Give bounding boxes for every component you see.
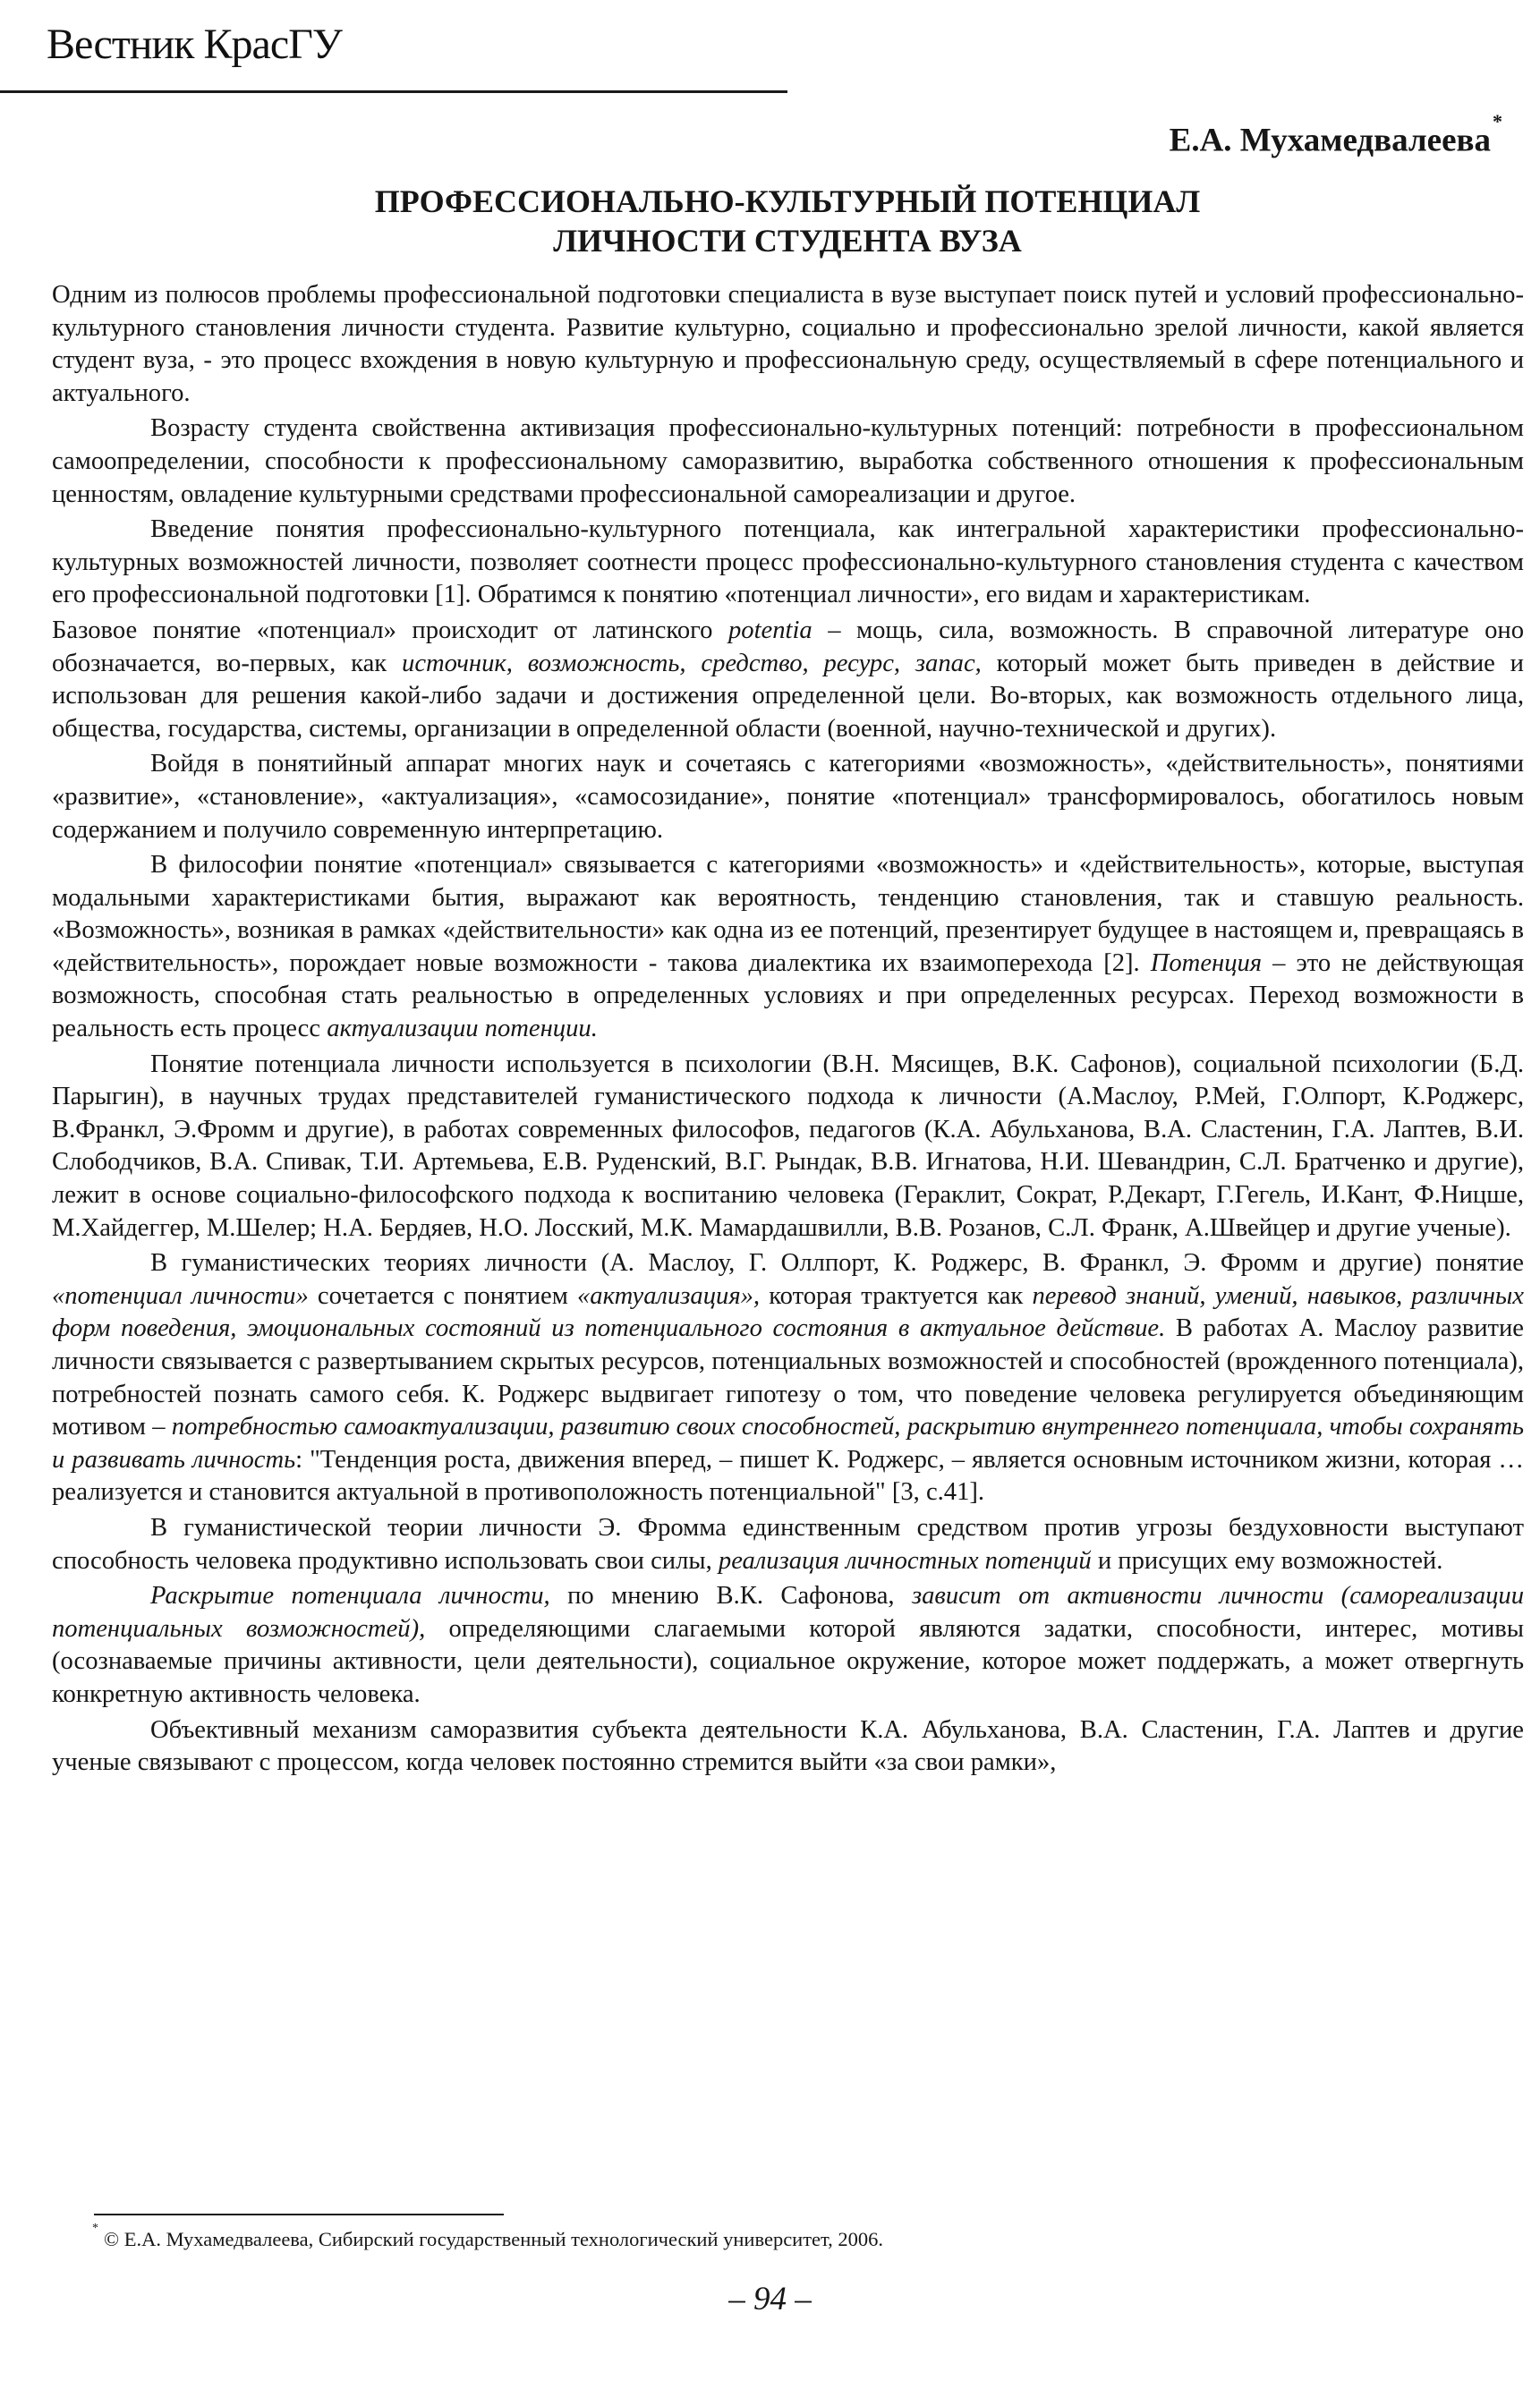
article-title-line-2: ЛИЧНОСТИ СТУДЕНТА ВУЗА <box>553 223 1022 259</box>
paragraph-4-text-c: – мощь, сила, возможность. В справочной литературе оно обозначается, во-первых, как <box>52 616 1524 677</box>
paragraph-10-italic-c: зависит от активности личности (самореализации потенциальных возможностей), <box>52 1582 1525 1643</box>
paragraph-6-text-c: – это не действующая возможность, способная стать реальностью в определенных условиях и при определенных ресурсах. Переход возможности в реальность есть процесс <box>52 948 1525 1043</box>
paragraph-5: Войдя в понятийный аппарат многих наук и сочетаясь с категориями «возможность», «действительность», понятиями «развитие», «становление», «актуализация», «самосозидание», понятие «потенциал» трансформировалось, обогатилось новым содержанием и получило современную интерпретацию. <box>52 750 1524 844</box>
paragraph-6-italic-phrase: актуализации потенции. <box>327 1015 598 1043</box>
paragraph-4-text-a: Базовое понятие «потенциал» происходит от латинского <box>52 616 728 644</box>
paragraph-8-italic-h: потребностью самоактуализации, развитию своих способностей, раскрытию внутреннего потенциала, чтобы сохранять и развивать личность <box>52 1413 1524 1474</box>
paragraph-11: Объективный механизм саморазвития субъекта деятельности К.А. Абульханова, В.А. Сластенин, Г.А. Лаптев и другие ученые связывают с процессом, когда человек постоянно стремится выйти «за свои рамки», <box>52 1715 1524 1777</box>
paragraph-9-text-a: В гуманистической теории личности Э. Фромма единственным средством против угрозы бездуховности выступают способность человека продуктивно использовать свои силы, <box>52 1513 1524 1575</box>
paragraph-10-text-d: определяющими слагаемыми которой являются задатки, способности, интерес, мотивы (осознаваемые причины активности, цели деятельности), социальное окружение, которое может поддержать, а может отвергнуть конкретную активность человека. <box>52 1614 1524 1708</box>
author-name <box>1169 110 1502 159</box>
paragraph-9 <box>52 1512 1524 1577</box>
article-body <box>52 279 1524 1782</box>
paragraph-9-text-c: и присущих ему возможностей. <box>1091 1546 1443 1575</box>
paragraph-8-text-e: которая трактуется как <box>760 1281 1033 1310</box>
paragraph-10 <box>52 1580 1524 1711</box>
footnote <box>92 2221 884 2251</box>
footnote-mark: * <box>92 2221 98 2235</box>
author-footnote-mark: * <box>1493 110 1502 132</box>
paragraph-8-text-g: В работах А. Маслоу развитие личности связывается с развертыванием скрытых ресурсов, потенциальных возможностей и способностей (врожденного потенциала), потребностей познать самого себя. К. Роджерс выдвигает гипотезу о том, что поведение человека регулируется объединяющим мотивом – <box>52 1314 1524 1441</box>
header-rule <box>0 90 787 93</box>
paragraph-6-text-a: В философии понятие «потенциал» связывается с категориями «возможность» и «действительность», которые, выступая модальными характеристиками бытия, выражают как вероятность, тенденцию становления, так и ставшую реальность. «Возможность», возникая в рамках «действительности» как одна из ее потенций, презентирует будущее в настоящем и, превращаясь в «действительность», порождает новые возможности - такова диалектика их взаимоперехода [2]. <box>52 851 1524 977</box>
page-number: – 94 – <box>728 2281 812 2317</box>
paragraph-8-text-a: В гуманистических теориях личности (А. Маслоу, Г. Оллпорт, К. Роджерс, В. Франкл, Э. Фромм и другие) понятие <box>150 1249 1524 1278</box>
paragraph-8-text-i: : "Тенденция роста, движения вперед, – пишет К. Роджерс, – является основным источником жизни, которая … реализуется и становится актуальной в противоположность потенциальной" [3, с.41]. <box>52 1445 1524 1507</box>
paragraph-8 <box>52 1247 1524 1509</box>
paragraph-9-italic-b: реализация личностных потенций <box>718 1546 1092 1575</box>
article-title-line-1: ПРОФЕССИОНАЛЬНО-КУЛЬТУРНЫЙ ПОТЕНЦИАЛ <box>374 183 1201 219</box>
footnote-rule <box>94 2214 504 2215</box>
paragraph-6 <box>52 849 1524 1046</box>
paragraph-8-text-c: сочетается с понятием <box>308 1281 577 1310</box>
paragraph-4-italic-list: источник, возможность, средство, ресурс, запас, <box>402 649 982 677</box>
paragraph-8-italic-d: «актуализация», <box>576 1281 761 1310</box>
paragraph-3: Введение понятия профессионально-культурного потенциала, как интегральной характеристики профессионально-культурных возможностей личности, позволяет соотнести процесс профессионально-культурного становления студента с качеством его профессиональной подготовки [1]. Обратимся к понятию «потенциал личности», его видам и характеристикам. <box>52 515 1524 609</box>
paragraph-10-text-b: по мнению В.К. Сафонова, <box>549 1582 912 1611</box>
footnote-text: © Е.А. Мухамедвалеева, Сибирский государственный технологический университет, 2006. <box>104 2228 884 2250</box>
paragraph-4-text-e: который может быть приведен в действие и использован для решения какой-либо задачи и достижения определенной цели. Во-вторых, как возможность отдельного лица, общества, государства, системы, организации в определенной области (военной, научно-технической и других). <box>52 649 1524 743</box>
paragraph-4 <box>52 615 1524 745</box>
paragraph-4-latin-term: potentia <box>727 616 813 644</box>
author-name-text: Е.А. Мухамедвалеева <box>1169 122 1491 159</box>
paragraph-8-italic-f: перевод знаний, умений, навыков, различных форм поведения, эмоциональных состояний из потенциального состояния в актуальное действие. <box>52 1281 1524 1343</box>
paragraph-1: Одним из полюсов проблемы профессиональной подготовки специалиста в вузе выступает поиск путей и условий профессионально-культурного становления личности студента. Развитие культурно, социально и профессионально зрелой личности, какой является студент вуза, - это процесс вхождения в новую культурную и профессиональную среду, осуществляемый в сфере потенциального и актуального. <box>52 281 1524 407</box>
paragraph-8-italic-b: «потенциал личности» <box>52 1281 309 1310</box>
article-title <box>233 182 1342 260</box>
paragraph-6-term-potentsiya: Потенция <box>1150 948 1263 977</box>
paragraph-2: Возрасту студента свойственна активизация профессионально-культурных потенций: потребности в профессиональном самоопределении, способности к профессиональному саморазвитию, выработка собственного отношения к профессиональным ценностям, овладение культурными средствами профессиональной самореализации и другое. <box>52 414 1524 508</box>
running-head: Вестник КрасГУ <box>47 21 342 68</box>
paragraph-10-italic-a: Раскрытие потенциала личности, <box>150 1582 550 1611</box>
paragraph-7: Понятие потенциала личности используется в психологии (В.Н. Мясищев, В.К. Сафонов), социальной психологии (Б.Д. Парыгин), в научных трудах представителей гуманистического подхода к личности (А.Маслоу, Р.Мей, Г.Олпорт, К.Роджерс, В.Франкл, Э.Фромм и другие), в работах современных философов, педагогов (К.А. Абульханова, В.А. Сластенин, Г.А. Лаптев, В.И. Слободчиков, В.А. Спивак, Т.И. Артемьева, Е.В. Руденский, В.Г. Рындак, В.В. Игнатова, Н.И. Шевандрин, С.Л. Братченко и другие), лежит в основе социально-философского подхода к воспитанию человека (Гераклит, Сократ, Р.Декарт, Г.Гегель, И.Кант, Ф.Ницше, М.Хайдеггер, М.Шелер; Н.А. Бердяев, Н.О. Лосский, М.К. Мамардашвилли, В.В. Розанов, С.Л. Франк, А.Швейцер и другие ученые). <box>52 1050 1524 1242</box>
